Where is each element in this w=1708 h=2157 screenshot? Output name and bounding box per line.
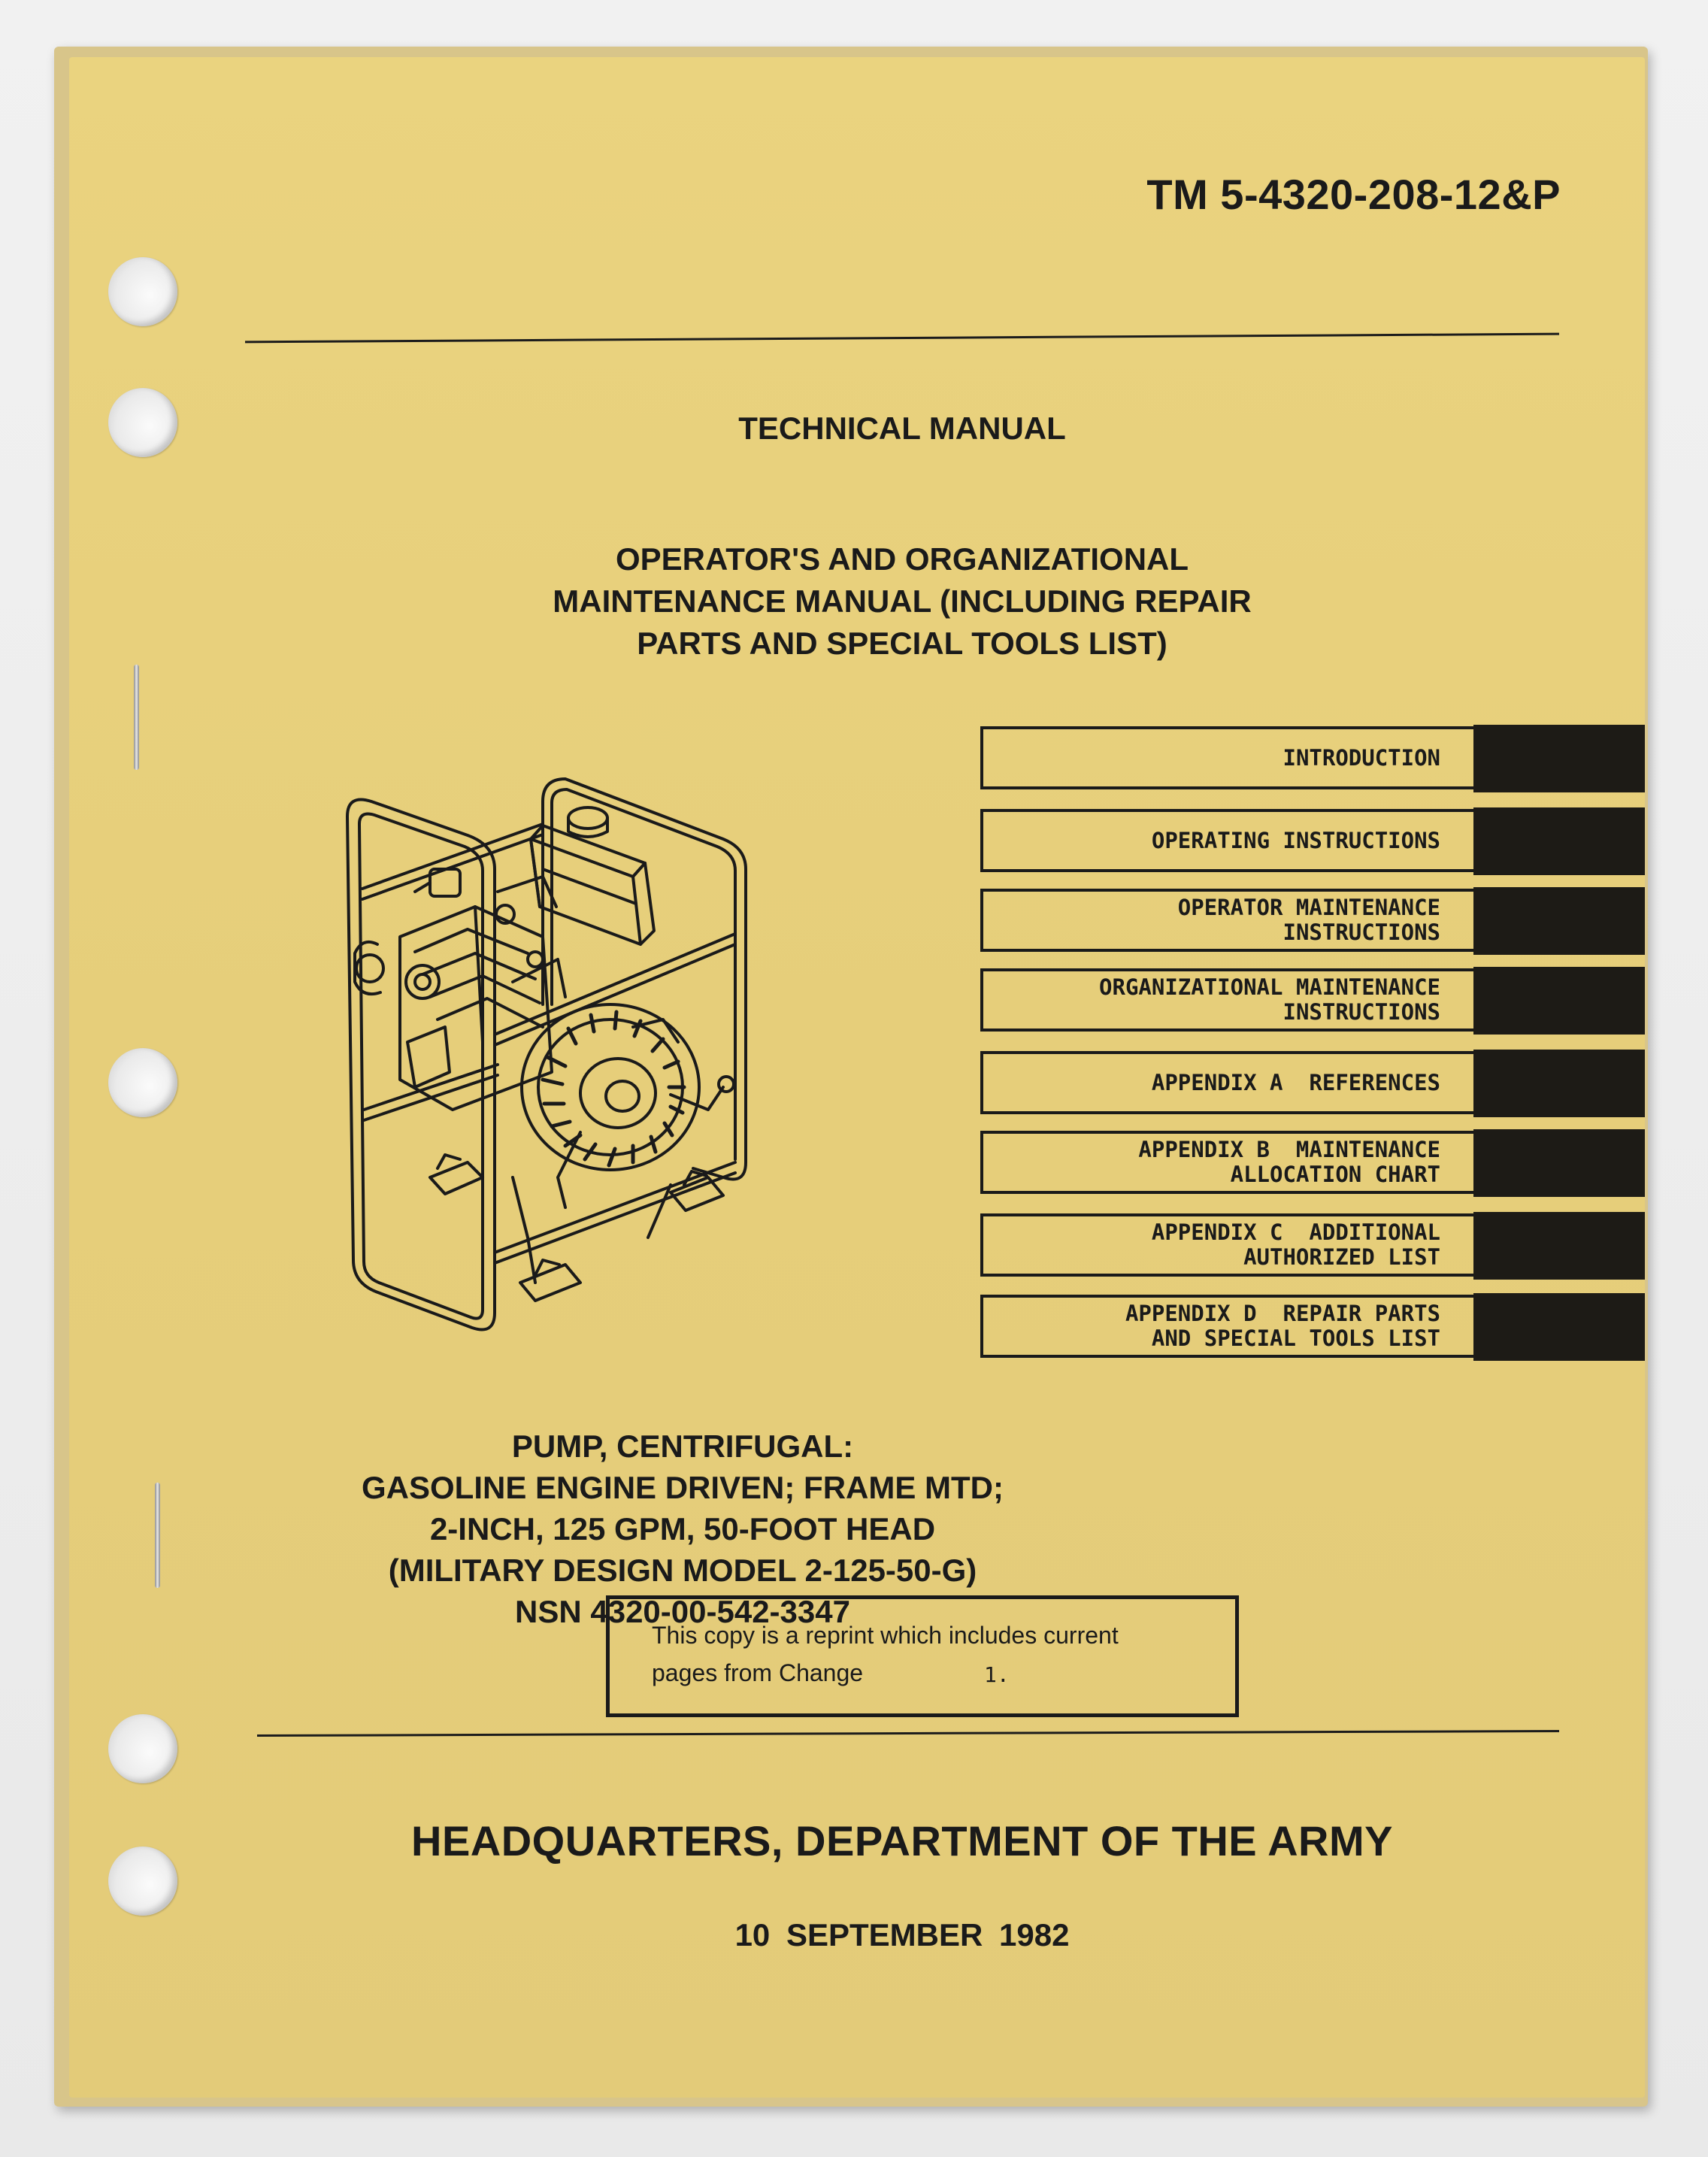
tm-number: TM 5-4320-208-12&P [1146, 171, 1561, 218]
equipment-line: PUMP, CENTRIFUGAL: [511, 1428, 854, 1464]
tab-edge-marker [1473, 807, 1645, 875]
tab-edge-marker [1473, 1129, 1645, 1197]
equipment-line: GASOLINE ENGINE DRIVEN; FRAME MTD; [361, 1470, 1004, 1505]
tab-appendix-b[interactable] [980, 1129, 1645, 1201]
manual-title-line: PARTS AND SPECIAL TOOLS LIST) [637, 626, 1167, 661]
reprint-notice [606, 1595, 1239, 1717]
manual-title-line: OPERATOR'S AND ORGANIZATIONAL [615, 541, 1189, 577]
staple [134, 665, 139, 770]
change-number: 1. [984, 1662, 1010, 1687]
tab-organizational-maintenance[interactable] [980, 967, 1645, 1039]
tab-label: APPENDIX D REPAIR PARTS AND SPECIAL TOOLS LIST [1125, 1301, 1440, 1351]
tab-label: OPERATOR MAINTENANCE INSTRUCTIONS [1177, 895, 1440, 945]
equipment-line: 2-INCH, 125 GPM, 50-FOOT HEAD [429, 1511, 936, 1547]
reprint-text: pages from Change [652, 1659, 864, 1686]
binder-hole [108, 257, 177, 326]
tab-label: OPERATING INSTRUCTIONS [1151, 827, 1440, 853]
tab-label: APPENDIX A REFERENCES [1151, 1069, 1440, 1095]
binder-hole [108, 1048, 177, 1117]
tab-edge-marker [1473, 967, 1645, 1035]
manual-title [69, 538, 1645, 665]
bottom-rule [257, 1730, 1559, 1737]
issuing-authority: HEADQUARTERS, DEPARTMENT OF THE ARMY [411, 1817, 1393, 1865]
tab-label: APPENDIX C ADDITIONAL AUTHORIZED LIST [1151, 1219, 1440, 1270]
tab-appendix-d[interactable] [980, 1293, 1645, 1365]
top-rule [245, 333, 1559, 344]
document-type: TECHNICAL MANUAL [738, 410, 1066, 446]
manual-title-line: MAINTENANCE MANUAL (INCLUDING REPAIR [553, 583, 1252, 619]
tab-edge-marker [1473, 1293, 1645, 1361]
tab-label: APPENDIX B MAINTENANCE ALLOCATION CHART [1138, 1137, 1440, 1187]
equipment-line: (MILITARY DESIGN MODEL 2-125-50-G) [388, 1553, 977, 1588]
manual-cover [69, 57, 1645, 2098]
tab-edge-marker [1473, 725, 1645, 792]
binder-hole [108, 1714, 177, 1783]
tab-operator-maintenance[interactable] [980, 887, 1645, 959]
tab-edge-marker [1473, 887, 1645, 955]
tab-appendix-a[interactable] [980, 1050, 1645, 1122]
tab-label: ORGANIZATIONAL MAINTENANCE INSTRUCTIONS [1099, 974, 1440, 1025]
tab-edge-marker [1473, 1050, 1645, 1117]
nsn-number: NSN 4320-00-542-3347 [515, 1594, 850, 1629]
publication-date: 10 SEPTEMBER 1982 [734, 1917, 1070, 1953]
tab-edge-marker [1473, 1212, 1645, 1280]
pump-illustration [317, 756, 859, 1358]
tab-appendix-c[interactable] [980, 1212, 1645, 1284]
reprint-text: This copy is a reprint which includes current [652, 1622, 1119, 1649]
tab-operating-instructions[interactable] [980, 807, 1645, 880]
tab-introduction[interactable] [980, 725, 1645, 797]
tab-label: INTRODUCTION [1283, 744, 1440, 771]
